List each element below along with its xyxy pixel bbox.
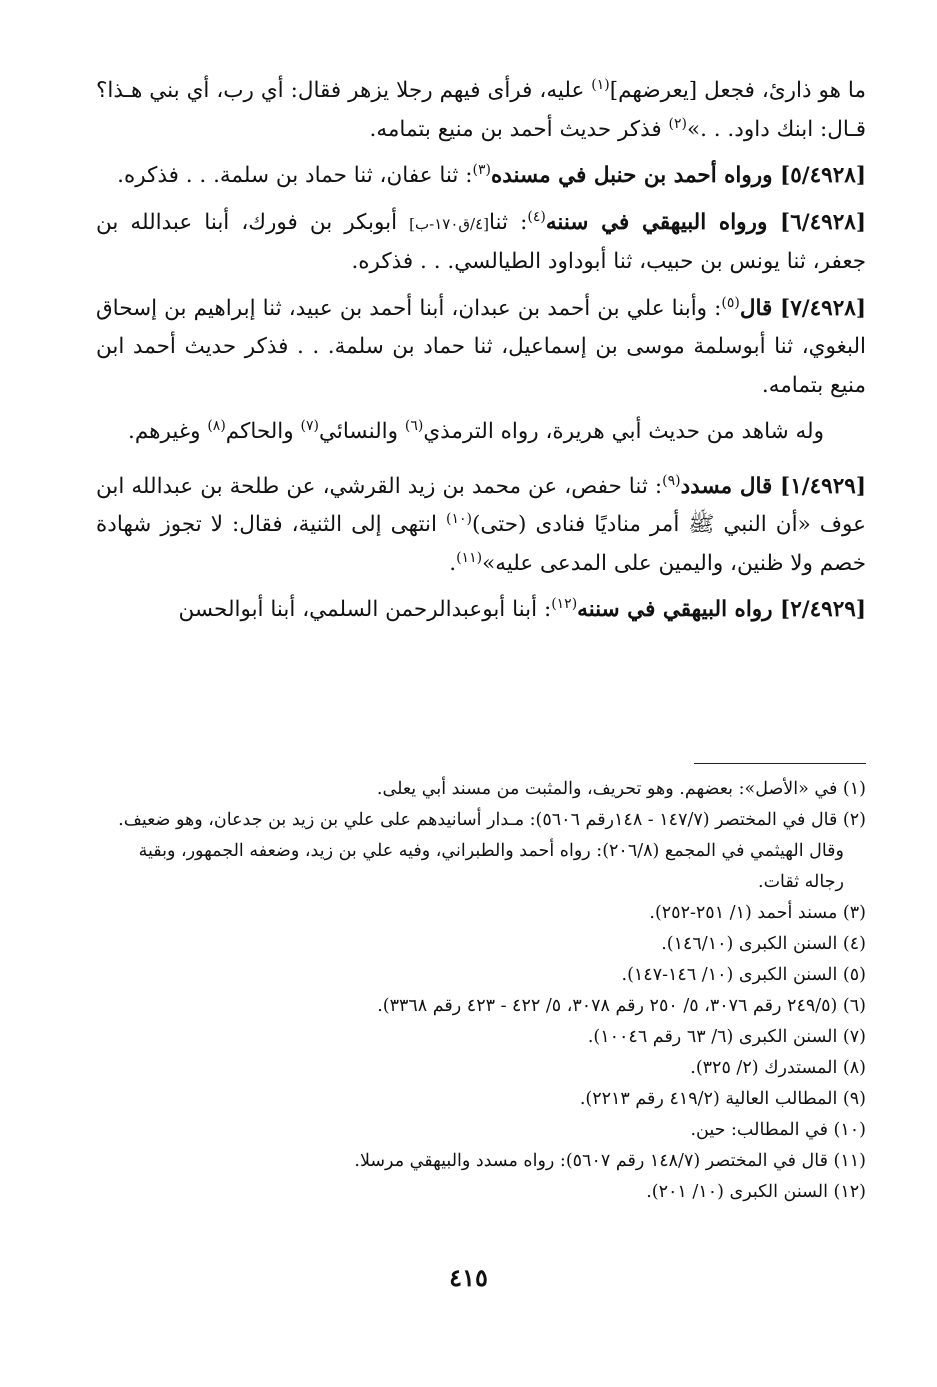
text-segment: أبوبكر بن فورك، أبنا عبدالله بن جعفر، ثنا يونس بن حبيب، ثنا أبوداود الطيالسي. . . فذكره. bbox=[96, 209, 866, 274]
text-segment: وله شاهد من حديث أبي هريرة، رواه الترمذي bbox=[423, 419, 824, 444]
hadith-entry bbox=[96, 204, 866, 282]
footnote-1: (١) في «الأصل»: بعضهم. وهو تحريف، والمثبت من مسند أبي يعلى. bbox=[376, 779, 866, 799]
text-segment: انتهى إلى الثنية، فقال: لا تجوز شهادة خصم ولا ظنين، واليمين على المدعى عليه» bbox=[96, 512, 866, 576]
footnote-ref[interactable]: (٦) bbox=[404, 418, 424, 434]
page-number: ٤١٥ bbox=[449, 1263, 488, 1292]
footnote-12: (١٢) السنن الكبرى (١٠/ ٢٠١). bbox=[646, 1182, 866, 1202]
entry-heading: [٦/٤٩٢٨] ورواه البيهقي في سننه bbox=[545, 209, 867, 235]
entry-heading: [٢/٤٩٢٩] رواه البيهقي في سننه bbox=[577, 597, 866, 622]
footnote-3: (٣) مسند أحمد (١/ ٢٥١-٢٥٢). bbox=[649, 903, 866, 923]
footnote-11: (١١) قال في المختصر (١٤٨/٧ رقم ٥٦٠٧): رواه مسدد والبيهقي مرسلا. bbox=[354, 1151, 866, 1171]
footnote-ref[interactable]: (٩) bbox=[662, 472, 681, 489]
footnote-9: (٩) المطالب العالية (٤١٩/٢ رقم ٢٢١٣). bbox=[579, 1089, 866, 1109]
footnote-ref[interactable]: (٥) bbox=[721, 294, 740, 311]
footnote-2: (٢) قال في المختصر (١٤٧/٧ - ١٤٨رقم ٥٦٠٦): مـدار أسانيدهم على علي بن زيد بن جدعان، وهو ضعيف. bbox=[118, 810, 866, 830]
footnote-ref[interactable]: (١٠) bbox=[445, 511, 472, 527]
text-segment: : أبنا أبوعبدالرحمن السلمي، أبنا أبوالحسن bbox=[178, 597, 552, 622]
text-segment: : ثنا حفص، عن محمد بن زيد القرشي، عن طلحة بن عبدالله ابن عوف «أن النبي ﷺ أمر مناديًا فنادى (حتى) bbox=[96, 473, 866, 537]
footnote-ref[interactable]: (١٢) bbox=[551, 596, 578, 612]
text-segment: : وأبنا علي بن أحمد بن عبدان، أبنا أحمد بن عبيد، ثنا إبراهيم بن إسحاق البغوي، ثنا أبوسلمة موسى بن إسماعيل، ثنا حماد بن سلمة. . . فذكر حديث أحمد ابن منيع بتمامه. bbox=[96, 295, 866, 398]
hadith-entry bbox=[96, 591, 866, 630]
hadith-entry bbox=[96, 157, 866, 196]
entry-heading: [٥/٤٩٢٨] ورواه أحمد بن حنبل في مسنده bbox=[490, 163, 866, 188]
footnote-ref[interactable]: (٢) bbox=[668, 115, 687, 132]
footnote-8: (٨) المستدرك (٢/ ٣٢٥). bbox=[690, 1058, 866, 1078]
hadith-entry bbox=[96, 290, 866, 406]
text-segment: . bbox=[449, 550, 457, 576]
footnote-ref[interactable]: (١) bbox=[591, 77, 610, 93]
text-segment: والحاكم bbox=[225, 419, 301, 444]
footnote-ref[interactable]: (١١) bbox=[456, 549, 483, 566]
footnote-ref[interactable]: (٣) bbox=[472, 162, 491, 178]
text-segment: : ثنا bbox=[489, 209, 528, 235]
footnote-ref[interactable]: (٧) bbox=[300, 418, 319, 434]
hadith-entry bbox=[96, 468, 866, 584]
entry-heading: [١/٤٩٢٩] قال مسدد bbox=[680, 473, 866, 499]
footnote-5: (٥) السنن الكبرى (١٠/ ١٤٦-١٤٧). bbox=[621, 965, 866, 985]
footnotes bbox=[96, 774, 866, 1208]
footnote-10: (١٠) في المطالب: حين. bbox=[690, 1120, 866, 1140]
entry-heading: [٧/٤٩٢٨] قال bbox=[739, 295, 866, 321]
footnote-2-continued: وقال الهيثمي في المجمع (٢٠٦/٨): رواه أحمد والطبراني، وفيه علي بن زيد، وضعفه الجمهور، وبقية رجاله ثقات. bbox=[138, 841, 844, 892]
paragraph-continuation bbox=[96, 72, 866, 149]
footnote-ref[interactable]: (٤) bbox=[527, 208, 546, 225]
footnote-7: (٧) السنن الكبرى (٦/ ٦٣ رقم ١٠٠٤٦). bbox=[587, 1027, 866, 1047]
text-segment: والنسائي bbox=[318, 419, 405, 444]
text-segment: ما هو ذارئ، فجعل [يعرضهم] bbox=[609, 78, 866, 103]
footnote-ref[interactable]: (٨) bbox=[207, 418, 226, 434]
footnote-6: (٦) (٢٤٩/٥ رقم ٣٠٧٦، ٥/ ٢٥٠ رقم ٣٠٧٨، ٥/ ٤٢٢ - ٤٢٣ رقم ٣٣٦٨). bbox=[377, 996, 866, 1016]
main-text bbox=[96, 72, 866, 638]
text-segment: : ثنا عفان، ثنا حماد بن سلمة. . . فذكره. bbox=[117, 163, 473, 188]
witness-paragraph bbox=[96, 413, 866, 452]
text-segment: وغيرهم. bbox=[128, 419, 208, 444]
text-segment: عليه، فرأى فيهم رجلا يزهر فقال: أي رب، أي بني هـذا؟ قـال: ابنك داود. . .» bbox=[96, 78, 866, 142]
footnote-4: (٤) السنن الكبرى (١٤٦/١٠). bbox=[661, 934, 866, 954]
footnote-separator bbox=[694, 763, 866, 764]
text-segment: فذكر حديث أحمد بن منيع بتمامه. bbox=[369, 116, 669, 142]
manuscript-folio-marker: [٤/ق١٧٠-ب] bbox=[409, 214, 489, 233]
